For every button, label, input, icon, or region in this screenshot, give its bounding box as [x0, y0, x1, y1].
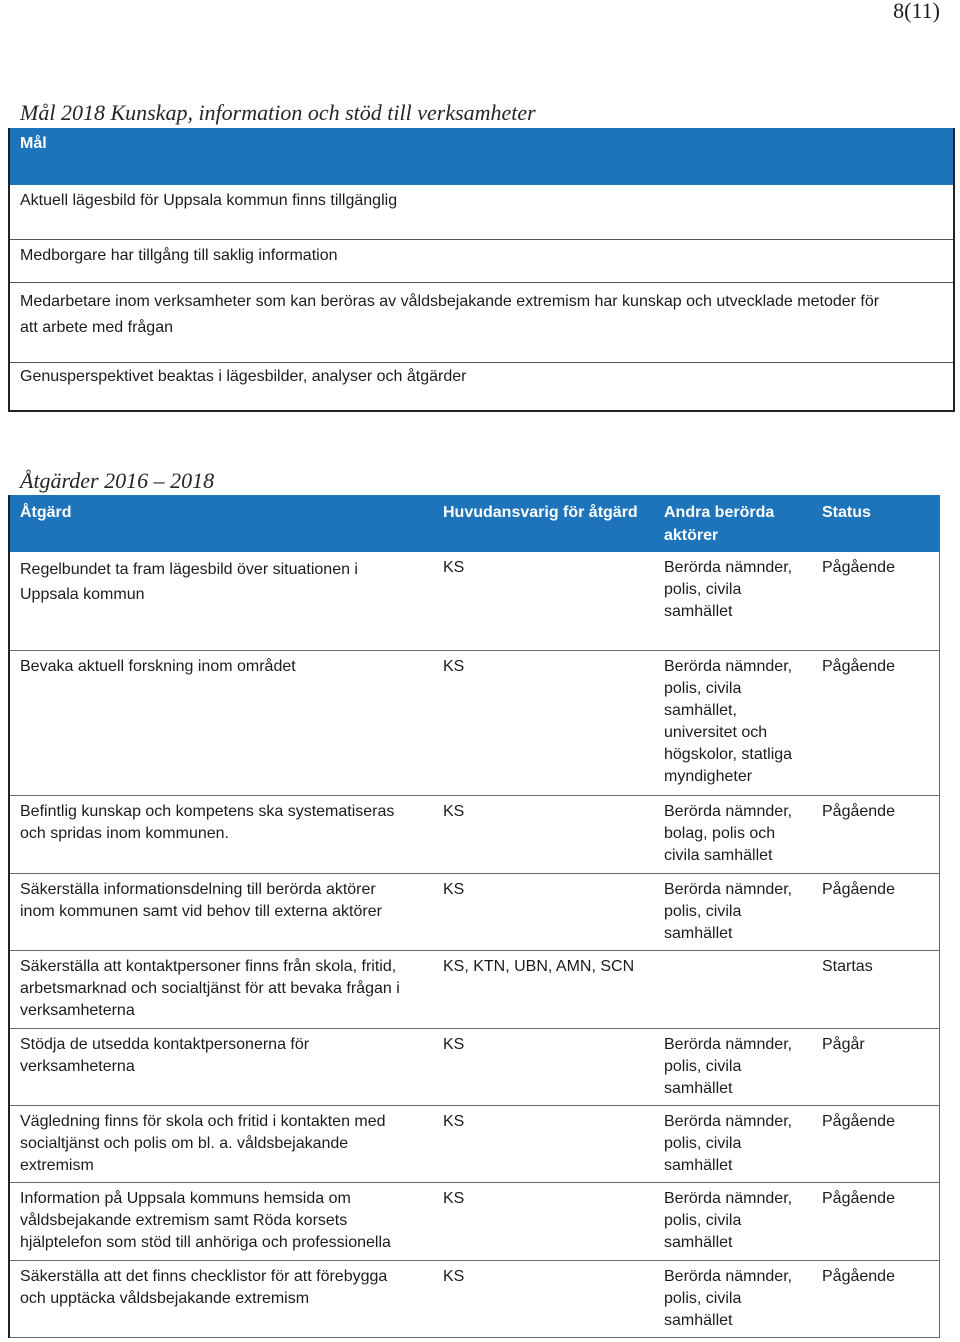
goal-row: Medarbetare inom verksamheter som kan beröras av våldsbejakande extremism har kunskap och utvecklade metoder för att arbete med frågan	[10, 283, 953, 363]
action-cell: Stödja de utsedda kontaktpersonerna för verksamheterna	[20, 1036, 310, 1075]
action-cell: Regelbundet ta fram lägesbild över situationen i Uppsala kommun	[20, 561, 358, 603]
goal-row: Medborgare har tillgång till saklig information	[10, 240, 953, 283]
others-cell: Berörda nämnder, polis, civila samhället	[664, 1190, 793, 1251]
action-row	[10, 1261, 939, 1338]
status-cell: Pågående	[822, 658, 895, 675]
action-cell: Bevaka aktuell forskning inom området	[20, 658, 296, 675]
action-row	[10, 1183, 939, 1261]
goal-row: Aktuell lägesbild för Uppsala kommun finns tillgänglig	[10, 185, 953, 240]
status-cell: Startas	[822, 958, 873, 975]
actions-table	[8, 495, 940, 1338]
action-cell: Säkerställa att det finns checklistor för att förebygga och upptäcka våldsbejakande extremism	[20, 1268, 388, 1307]
actions-header-row	[10, 495, 939, 552]
page-number: 8(11)	[893, 0, 940, 23]
others-cell	[653, 951, 811, 1028]
responsible-cell: KS	[443, 1113, 465, 1130]
column-header-others: Andra berörda aktörer	[664, 504, 775, 544]
status-cell: Pågående	[822, 559, 895, 576]
others-cell: Berörda nämnder, polis, civila samhället	[664, 1036, 793, 1097]
others-cell: Berörda nämnder, bolag, polis och civila samhället	[664, 803, 793, 864]
action-row	[10, 1029, 939, 1106]
responsible-cell: KS	[443, 1268, 465, 1285]
column-header-status: Status	[822, 504, 871, 521]
action-row	[10, 951, 939, 1029]
responsible-cell: KS	[443, 1036, 465, 1053]
column-header-action: Åtgärd	[20, 504, 72, 521]
action-row	[10, 1106, 939, 1183]
responsible-cell: KS	[443, 1190, 465, 1207]
action-row	[10, 651, 939, 796]
status-cell: Pågår	[822, 1036, 865, 1053]
status-cell: Pågående	[822, 803, 895, 820]
others-cell: Berörda nämnder, polis, civila samhället	[664, 559, 793, 620]
action-cell: Säkerställa att kontaktpersoner finns från skola, fritid, arbetsmarknad och socialtjänst för att bevaka frågan i verksamheterna	[20, 958, 400, 1019]
action-cell: Vägledning finns för skola och fritid i kontakten med socialtjänst och polis om bl. a. våldsbejakande extremism	[20, 1113, 386, 1174]
status-cell: Pågående	[822, 1268, 895, 1285]
action-cell: Säkerställa informationsdelning till berörda aktörer inom kommunen samt vid behov till externa aktörer	[20, 881, 382, 920]
responsible-cell: KS	[443, 559, 465, 576]
action-row	[10, 552, 939, 651]
others-cell: Berörda nämnder, polis, civila samhället	[664, 1113, 793, 1174]
goals-section-title: Mål 2018 Kunskap, information och stöd till verksamheter	[20, 100, 536, 125]
responsible-cell: KS	[443, 658, 465, 675]
others-cell: Berörda nämnder, polis, civila samhället	[664, 1268, 793, 1329]
status-cell: Pågående	[822, 881, 895, 898]
actions-section-title: Åtgärder 2016 – 2018	[20, 468, 215, 493]
responsible-cell: KS, KTN, UBN, AMN, SCN	[443, 958, 635, 975]
responsible-cell: KS	[443, 881, 465, 898]
action-cell: Befintlig kunskap och kompetens ska systematiseras och spridas inom kommunen.	[20, 803, 395, 842]
goals-table	[8, 128, 955, 412]
status-cell: Pågående	[822, 1113, 895, 1130]
status-cell: Pågående	[822, 1190, 895, 1207]
responsible-cell: KS	[443, 803, 465, 820]
action-row	[10, 796, 939, 874]
action-row	[10, 874, 939, 951]
others-cell: Berörda nämnder, polis, civila samhället	[664, 881, 793, 942]
goals-header: Mål	[10, 128, 953, 185]
column-header-responsible: Huvudansvarig för åtgärd	[443, 504, 638, 521]
action-cell: Information på Uppsala kommuns hemsida om våldsbejakande extremism samt Röda korsets hjälptelefon som stöd till anhöriga och professionella	[20, 1190, 391, 1251]
others-cell: Berörda nämnder, polis, civila samhället, universitet och högskolor, statliga myndigheter	[664, 658, 793, 785]
goal-row: Genusperspektivet beaktas i lägesbilder, analyser och åtgärder	[10, 363, 953, 412]
